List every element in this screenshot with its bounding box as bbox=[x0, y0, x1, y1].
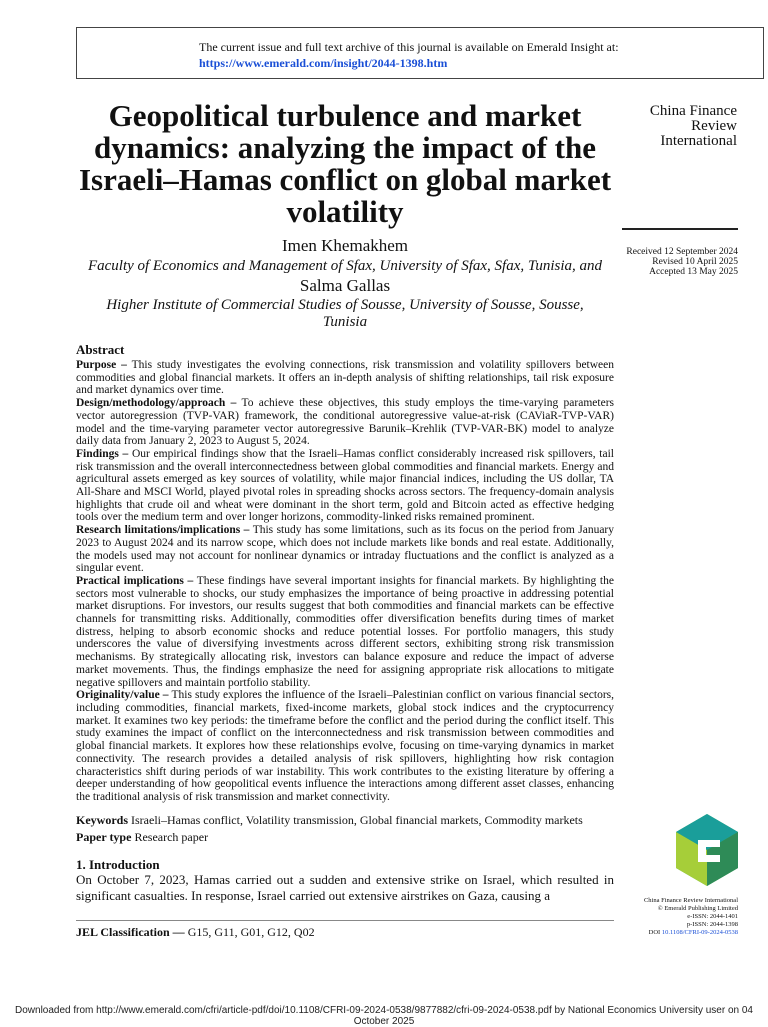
accepted-date: Accepted 13 May 2025 bbox=[649, 267, 738, 277]
abstract-practical: Practical implications – These findings have several important insights for financial markets. By highlighting the sectors most vulnerable to shocks, our study emphasizes the importance of being proactive in addressing potential market disruptions. For investors, our results suggest that both commodities and financial markets can be effective channels for transmitting risks. Additionally, commodities offer diversification benefits during times of market distress, helping to absorb economic shocks and reduce potential losses. For portfolio managers, this study underscores the value of diversifying investments across different sectors, exhibiting strong risk transmission mechanisms. By strategically allocating risk, investors can balance exposure and reduce the impact of adverse market movements. Thus, the findings emphasize the need for assigning appropriate risk allocations to mitigate negative spillovers and maintain portfolio stability. bbox=[76, 574, 614, 689]
archive-link[interactable]: https://www.emerald.com/insight/2044-1398.htm bbox=[199, 56, 448, 70]
pub-journal: China Finance Review International bbox=[643, 897, 738, 904]
abstract-originality: Originality/value – This study explores the influence of the Israeli–Palestinian conflict on various financial sectors, including commodities, financial markets, fixed-income markets, global stock indices and the cryptocurrency market. It examines two key periods: the timeframe before the conflict and the period during the conflict itself. This study examines the impact of conflict on the interconnectedness and risk transmission between commodities and global financial markets. It explores how these relationships evolve, focusing on time-varying dynamics in market connectivity. The research provides a detailed analysis of risk spillovers, highlighting how risk contagion characteristics shift during periods of war instability. This work contributes to the existing literature by offering a deeper understanding of how geopolitical events influence the interactions among different asset classes, enhancing the traditional analysis of risk transmission and market connectivity. bbox=[76, 689, 615, 803]
introduction-heading: 1. Introduction bbox=[76, 857, 160, 872]
journal-name: China Finance Review International bbox=[649, 103, 737, 149]
received-date: Received 12 September 2024 bbox=[626, 247, 738, 257]
introduction-text: On October 7, 2023, Hamas carried out a sudden and extensive strike on Israel, which resulted in significant casualties. In response, Israel carried out extensive airstrikes on Gaza, causing a bbox=[76, 872, 614, 903]
article-title: Geopolitical turbulence and market dynamics: analyzing the impact of the Israeli–Hamas conflict on global market volatility bbox=[78, 98, 612, 229]
journal-logo-icon bbox=[676, 814, 738, 886]
jel-rule bbox=[76, 920, 614, 921]
revised-date: Revised 10 April 2025 bbox=[652, 257, 738, 267]
journal-rule bbox=[622, 228, 738, 230]
journal-archive-box bbox=[76, 27, 764, 79]
archive-notice: The current issue and full text archive of this journal is available on Emerald Insight at: bbox=[199, 40, 619, 54]
publication-info bbox=[620, 897, 738, 937]
paper-type: Paper type Research paper bbox=[76, 830, 209, 844]
abstract-heading: Abstract bbox=[76, 342, 125, 357]
pub-doi: DOI 10.1108/CFRI-09-2024-0538 bbox=[648, 929, 738, 936]
affiliation-1: Faculty of Economics and Management of Sfax, University of Sfax, Sfax, Tunisia, and bbox=[87, 258, 603, 274]
affiliation-2: Higher Institute of Commercial Studies of Sousse, University of Sousse, Sousse, Tunisia bbox=[106, 297, 584, 330]
article-dates bbox=[620, 247, 738, 277]
pub-publisher: © Emerald Publishing Limited bbox=[657, 905, 738, 912]
jel-classification: JEL Classification — G15, G11, G01, G12, Q02 bbox=[76, 925, 315, 939]
abstract-body bbox=[76, 359, 614, 804]
download-footer: Downloaded from http://www.emerald.com/cfri/article-pdf/doi/10.1108/CFRI-09-2024-0538/9877882/cfri-09-2024-0538.pdf by National Economics University user on 04 October 2025 bbox=[15, 1005, 753, 1027]
keywords: Keywords Israeli–Hamas conflict, Volatility transmission, Global financial markets, Commodity markets bbox=[76, 813, 583, 827]
author-2: Salma Gallas bbox=[299, 276, 391, 295]
abstract-findings: Findings – Our empirical findings show that the Israeli–Hamas conflict considerably increased risk spillovers, tail risk transmission and the overall interconnectedness between global commodities and financial markets. Energy and agricultural assets emerged as key sources of volatility, while major financial indices, including the US dollar, TA All-Share and MSCI World, played pivotal roles in spreading shocks across sectors. The frequency-domain analysis highlights that crude oil and wheat were dominant in the short term, gold and Bitcoin acted as effective hedging tools over the medium term and over longer horizons, commodity-linked risks remained prominent. bbox=[76, 447, 615, 524]
pub-eissn: e-ISSN: 2044-1401 bbox=[687, 913, 738, 920]
abstract-purpose: Purpose – This study investigates the evolving connections, risk transmission and volatility spillovers between commodities and global financial markets. It offers an in-depth analysis of shifting relationships, tail risk exposure and market dynamics over time. bbox=[76, 359, 615, 397]
doi-link[interactable]: 10.1108/CFRI-09-2024-0538 bbox=[661, 929, 738, 936]
pub-pissn: p-ISSN: 2044-1398 bbox=[686, 921, 738, 928]
author-1: Imen Khemakhem bbox=[281, 236, 409, 255]
abstract-design: Design/methodology/approach – To achieve these objectives, this study employs the time-varying parameters vector autoregression (TVP-VAR) framework, the conditional autoregressive value-at-risk (CAViaR-TVP-VAR) model and the time-varying parameter vector autoregressive Barunik–Krehlik (TVP-VAR-BK) model to analyze daily data from January 2, 2023 to August 5, 2024. bbox=[76, 397, 614, 448]
abstract-limitations: Research limitations/implications – This study has some limitations, such as its focus on the period from January 2023 to August 2024 and its narrow scope, which does not include markets like bonds and real estate. Additionally, the models used may not account for nonlinear dynamics or intraday fluctuations and the conflict is analyzed as a singular event. bbox=[76, 524, 615, 575]
